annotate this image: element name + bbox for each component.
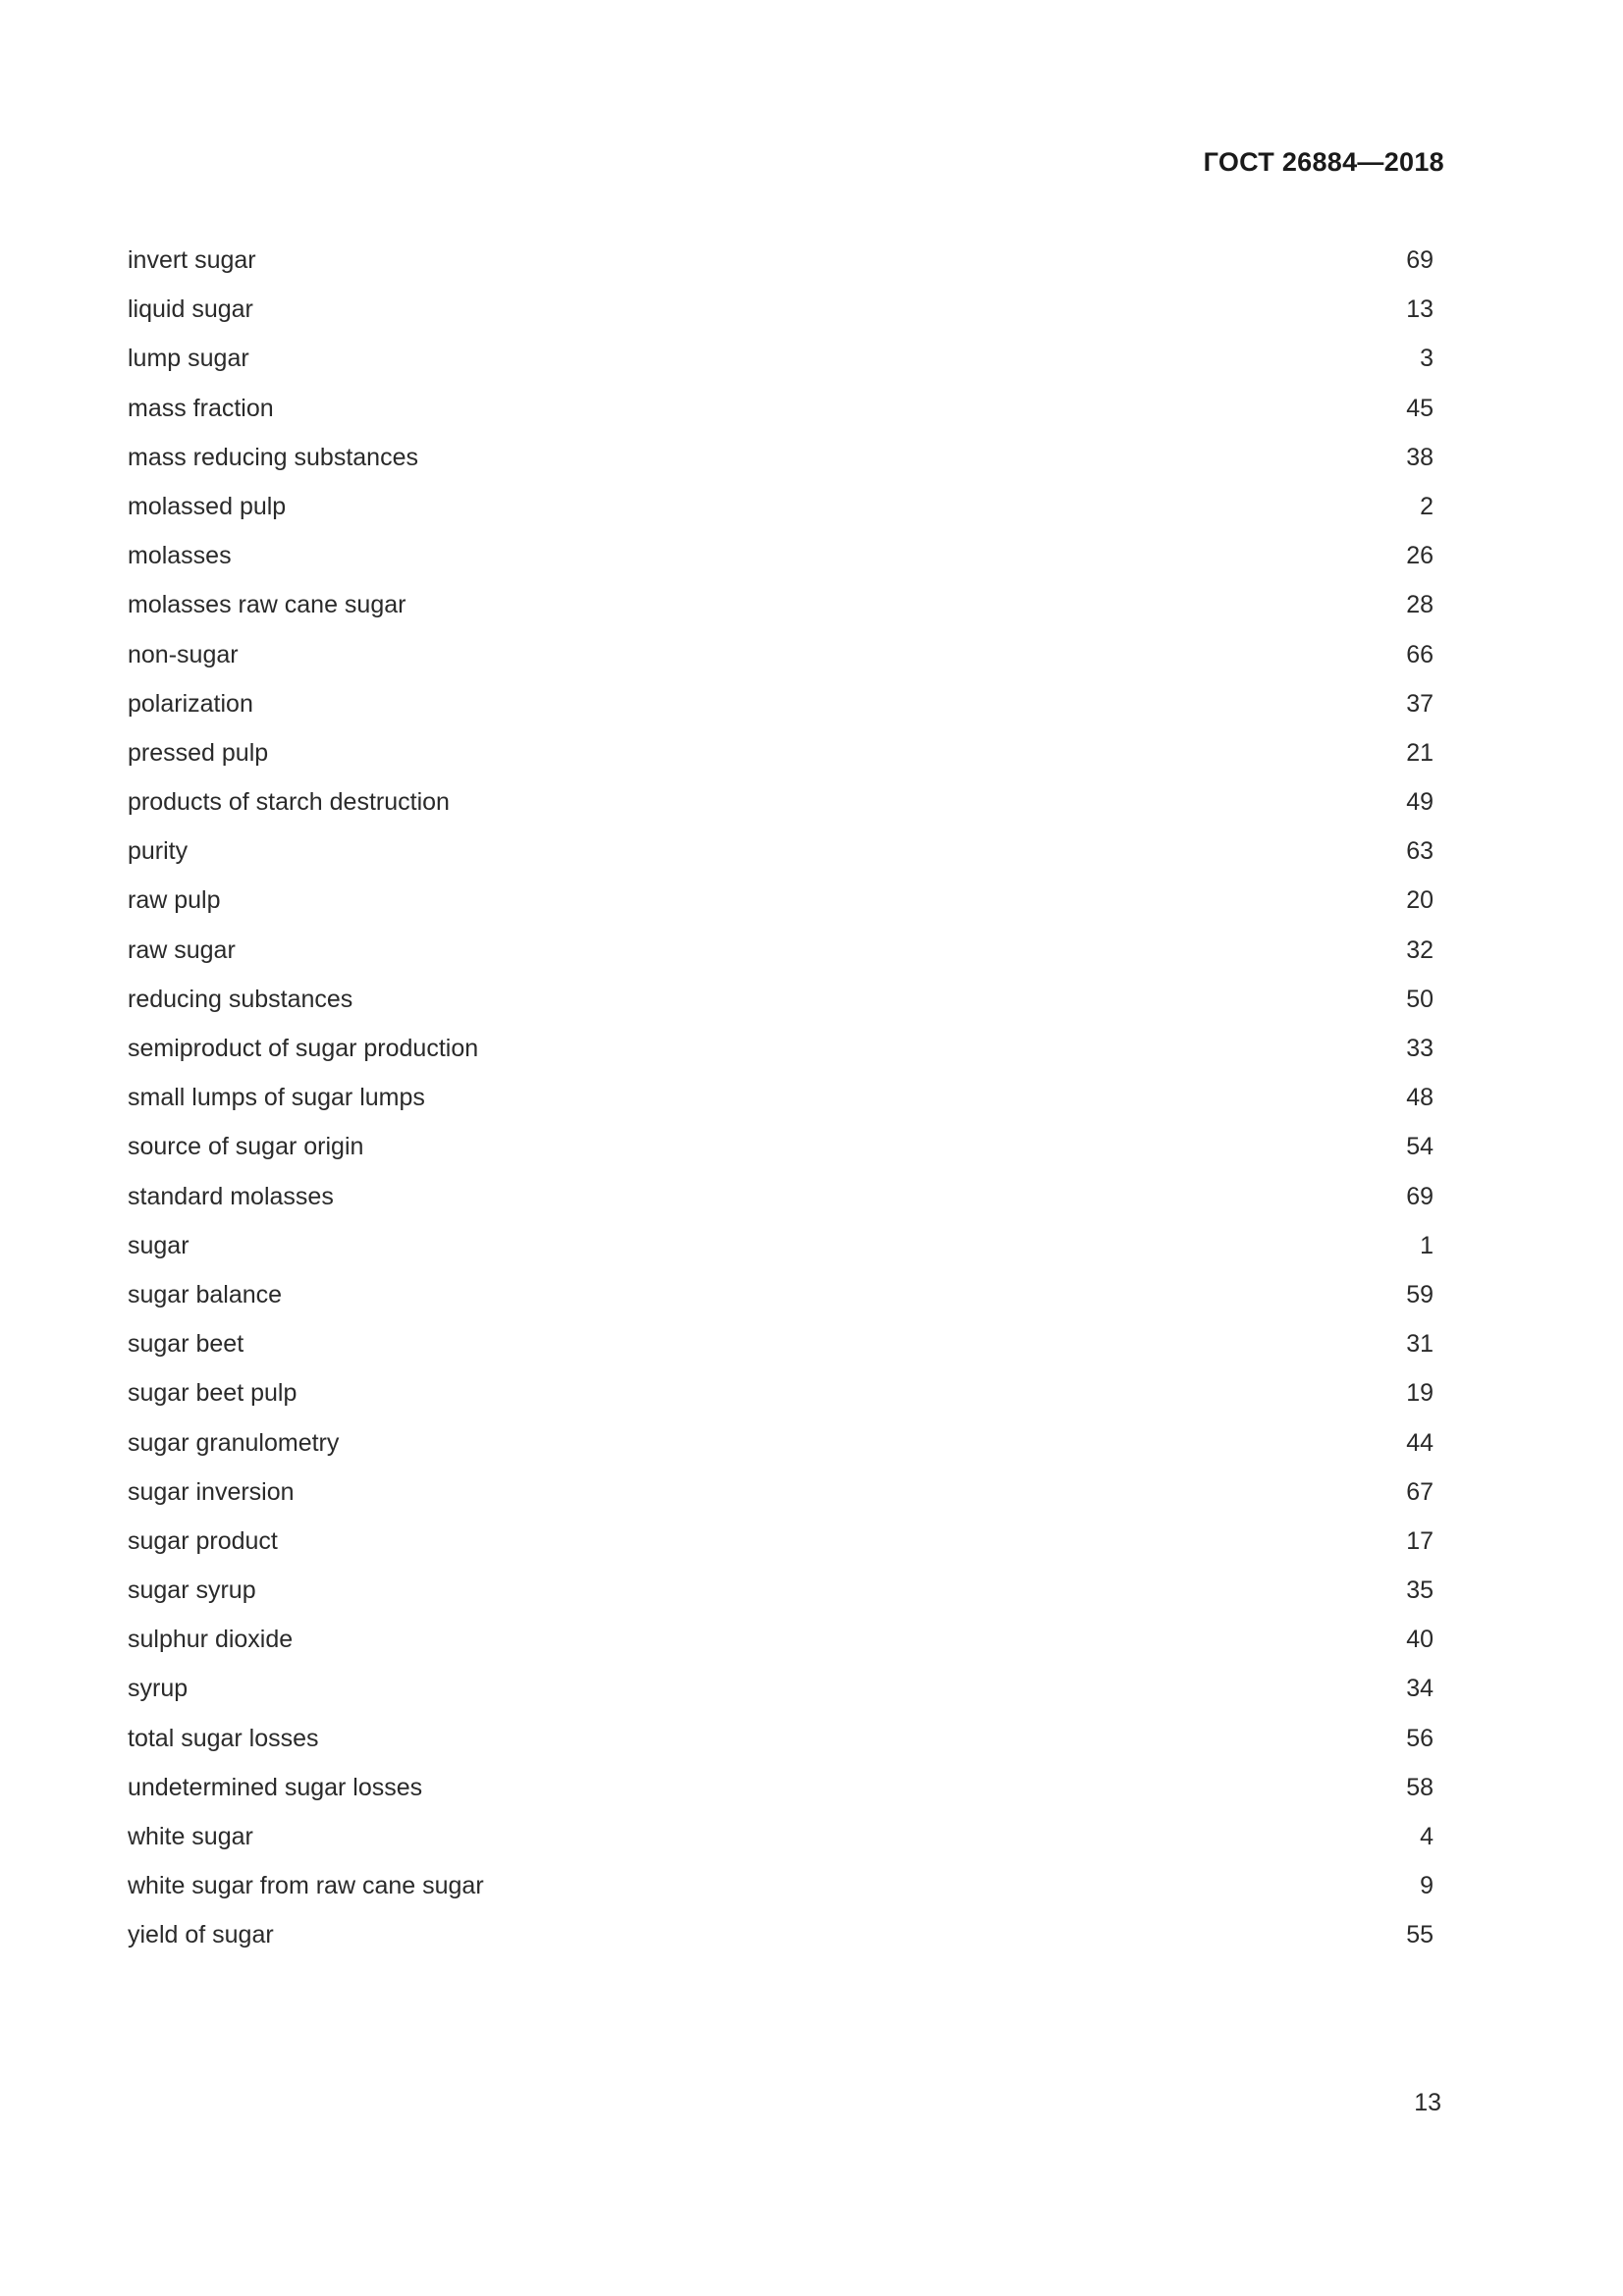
index-entry	[128, 1566, 1434, 1615]
index-entry	[128, 531, 1434, 580]
index-term-number: 59	[1406, 1280, 1434, 1308]
index-term: mass fraction	[128, 394, 274, 422]
index-term-number: 32	[1406, 935, 1434, 964]
index-term: total sugar losses	[128, 1724, 319, 1752]
index-entry	[128, 1172, 1434, 1221]
index-term-number: 37	[1406, 689, 1434, 718]
index-term: molasses	[128, 542, 232, 570]
index-term-number: 66	[1406, 640, 1434, 668]
index-entry	[128, 1615, 1434, 1664]
index-entry	[128, 1418, 1434, 1468]
index-term-number: 31	[1406, 1330, 1434, 1359]
index-term: reducing substances	[128, 985, 353, 1013]
index-term-number: 9	[1420, 1872, 1434, 1900]
index-entry	[128, 1763, 1434, 1812]
index-term-number: 45	[1406, 394, 1434, 422]
index-entry	[128, 1368, 1434, 1417]
index-term: sugar syrup	[128, 1576, 256, 1605]
index-term: sugar	[128, 1231, 189, 1259]
index-term: raw sugar	[128, 935, 236, 964]
index-term-number: 56	[1406, 1724, 1434, 1752]
index-term-number: 34	[1406, 1675, 1434, 1703]
index-term: mass reducing substances	[128, 443, 418, 471]
index-entry	[128, 236, 1434, 285]
index-term: source of sugar origin	[128, 1133, 364, 1161]
index-term: raw pulp	[128, 886, 221, 915]
index-term-number: 4	[1420, 1823, 1434, 1850]
document-code-header: ГОСТ 26884—2018	[1203, 147, 1444, 177]
index-entry	[128, 1270, 1434, 1319]
index-term: yield of sugar	[128, 1921, 274, 1949]
index-entry	[128, 384, 1434, 433]
index-entry	[128, 1221, 1434, 1270]
term-index-list	[128, 236, 1434, 1960]
index-term-number: 3	[1420, 345, 1434, 373]
index-entry	[128, 679, 1434, 728]
index-entry	[128, 1861, 1434, 1910]
index-term: sugar inversion	[128, 1477, 295, 1506]
index-term: purity	[128, 837, 189, 866]
index-term-number: 55	[1406, 1921, 1434, 1949]
index-term-number: 26	[1406, 542, 1434, 570]
index-term-number: 38	[1406, 443, 1434, 471]
index-term-number: 2	[1420, 492, 1434, 520]
index-term: sugar granulometry	[128, 1428, 340, 1457]
index-term: standard molasses	[128, 1182, 334, 1210]
index-term: liquid sugar	[128, 295, 253, 324]
index-term-number: 20	[1406, 886, 1434, 915]
index-entry	[128, 580, 1434, 629]
index-term-number: 40	[1406, 1626, 1434, 1654]
index-term: invert sugar	[128, 246, 256, 274]
index-term: products of starch destruction	[128, 788, 450, 817]
index-term-number: 44	[1406, 1428, 1434, 1457]
index-entry	[128, 630, 1434, 679]
index-term: sugar beet	[128, 1330, 244, 1359]
index-term-number: 63	[1406, 837, 1434, 866]
index-entry	[128, 482, 1434, 531]
index-entry	[128, 1517, 1434, 1566]
index-term-number: 21	[1406, 738, 1434, 767]
index-term: white sugar from raw cane sugar	[128, 1872, 484, 1900]
index-entry	[128, 1468, 1434, 1517]
index-term-number: 58	[1406, 1773, 1434, 1801]
index-entry	[128, 1319, 1434, 1368]
index-entry	[128, 433, 1434, 482]
index-term-number: 54	[1406, 1133, 1434, 1161]
index-term-number: 48	[1406, 1084, 1434, 1112]
index-entry	[128, 1910, 1434, 1959]
index-entry	[128, 1664, 1434, 1713]
index-term: white sugar	[128, 1823, 253, 1850]
index-term: small lumps of sugar lumps	[128, 1084, 425, 1112]
index-entry	[128, 1024, 1434, 1073]
index-term: sugar product	[128, 1526, 278, 1555]
index-entry	[128, 285, 1434, 334]
index-term-number: 69	[1406, 246, 1434, 274]
index-term: sugar balance	[128, 1280, 283, 1308]
index-term: lump sugar	[128, 345, 249, 373]
index-term-number: 17	[1406, 1526, 1434, 1555]
index-term-number: 33	[1406, 1035, 1434, 1062]
index-term: sugar beet pulp	[128, 1379, 298, 1408]
index-term: molasses raw cane sugar	[128, 591, 406, 619]
index-term: polarization	[128, 689, 253, 718]
index-term-number: 50	[1406, 985, 1434, 1013]
index-entry	[128, 1122, 1434, 1171]
index-entry	[128, 1714, 1434, 1763]
index-term-number: 67	[1406, 1477, 1434, 1506]
index-term: pressed pulp	[128, 738, 269, 767]
index-entry	[128, 975, 1434, 1024]
index-entry	[128, 876, 1434, 925]
index-entry	[128, 1073, 1434, 1122]
index-term: semiproduct of sugar production	[128, 1035, 479, 1062]
index-entry	[128, 728, 1434, 777]
index-term-number: 35	[1406, 1576, 1434, 1605]
index-term-number: 1	[1420, 1231, 1434, 1259]
index-entry	[128, 334, 1434, 383]
index-term: non-sugar	[128, 640, 239, 668]
index-term: sulphur dioxide	[128, 1626, 294, 1654]
index-term-number: 69	[1406, 1182, 1434, 1210]
index-entry	[128, 926, 1434, 975]
index-term: syrup	[128, 1675, 189, 1703]
index-term: undetermined sugar losses	[128, 1773, 423, 1801]
index-term-number: 28	[1406, 591, 1434, 619]
index-entry	[128, 827, 1434, 876]
index-term: molassed pulp	[128, 492, 287, 520]
index-entry	[128, 777, 1434, 827]
index-term-number: 49	[1406, 788, 1434, 817]
page-number: 13	[1414, 2089, 1441, 2116]
index-entry	[128, 1812, 1434, 1861]
index-term-number: 19	[1406, 1379, 1434, 1408]
index-term-number: 13	[1406, 295, 1434, 324]
